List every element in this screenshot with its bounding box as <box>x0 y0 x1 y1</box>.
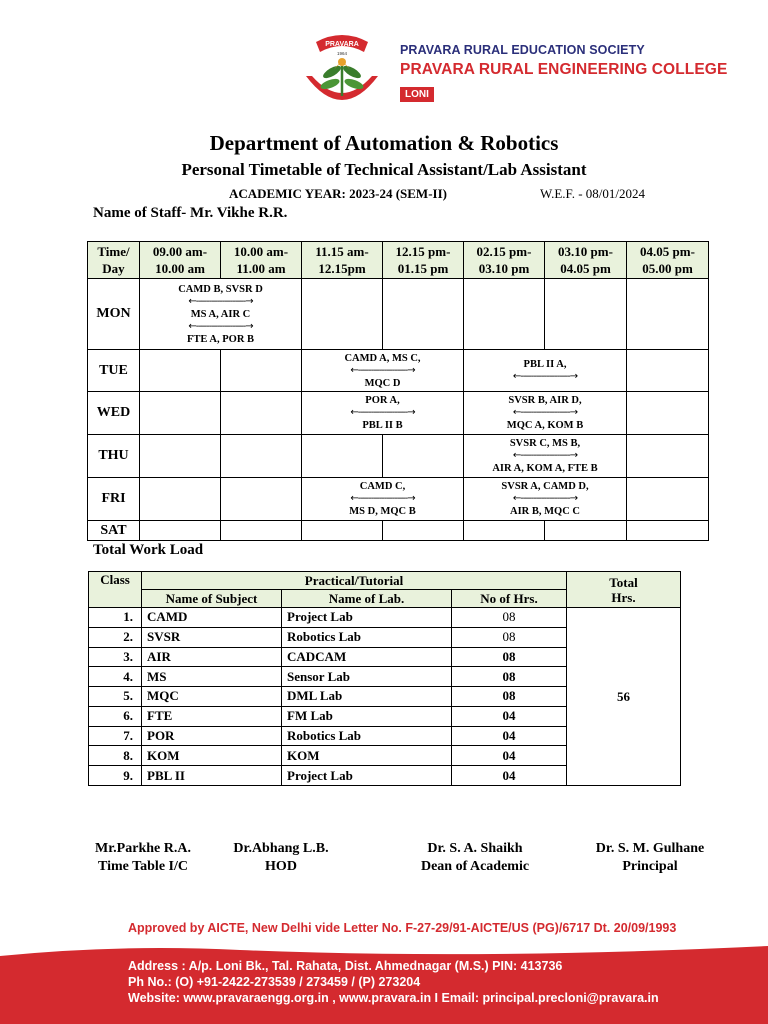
wef-date: W.E.F. - 08/01/2024 <box>540 186 646 201</box>
lab-session: SVSR B, AIR D, ←-------------------→ MQC A, KOM B <box>464 392 627 435</box>
empty-cell <box>140 392 221 435</box>
corner-cell: Time/ Day <box>88 242 140 279</box>
total-header: Total Hrs. <box>567 572 681 608</box>
empty-cell <box>627 435 709 478</box>
slot-header: 02.15 pm- 03.10 pm <box>464 242 545 279</box>
empty-cell <box>464 521 545 541</box>
slot-header: 04.05 pm- 05.00 pm <box>627 242 709 279</box>
class-header: Class <box>89 572 142 608</box>
table-row: 3. AIR CADCAM 08 <box>89 647 681 667</box>
slot-header: 12.15 pm- 01.15 pm <box>383 242 464 279</box>
empty-cell <box>302 521 383 541</box>
hours-header: No of Hrs. <box>452 590 567 608</box>
empty-cell <box>140 350 221 392</box>
empty-cell <box>545 521 627 541</box>
arrow-icon: ←-------------------→ <box>512 450 578 461</box>
college-name: PRAVARA RURAL ENGINEERING COLLEGE <box>400 61 728 78</box>
day-label: SAT <box>88 521 140 541</box>
table-row: 2. SVSR Robotics Lab 08 <box>89 627 681 647</box>
slot-header: 09.00 am- 10.00 am <box>140 242 221 279</box>
workload-title: Total Work Load <box>93 542 204 558</box>
timetable-row-wed <box>88 392 709 435</box>
empty-cell <box>140 478 221 521</box>
logo-text: PRAVARA <box>325 41 359 48</box>
college-logo <box>300 24 384 114</box>
day-label: FRI <box>88 478 140 521</box>
empty-cell <box>140 435 221 478</box>
empty-cell <box>464 279 545 350</box>
slot-header: 10.00 am- 11.00 am <box>221 242 302 279</box>
empty-cell <box>383 521 464 541</box>
footer-address: Address : A/p. Loni Bk., Tal. Rahata, Dist. Ahmednagar (M.S.) PIN: 413736 <box>128 959 563 973</box>
lab-session: CAMD B, SVSR D ←-------------------→ MS A, AIR C ←-------------------→ FTE A, POR B <box>140 279 302 350</box>
lab-session: CAMD C, ←-------------------→ MS D, MQC B <box>302 478 464 521</box>
lab-header: Name of Lab. <box>282 590 452 608</box>
timetable-row-thu <box>88 435 709 478</box>
empty-cell <box>383 435 464 478</box>
table-row: 9. PBL II Project Lab 04 <box>89 766 681 786</box>
footer-website: Website: www.pravaraengg.org.in , www.pravara.in I Email: principal.precloni@pravara.in <box>128 991 659 1005</box>
table-row: 7. POR Robotics Lab 04 <box>89 726 681 746</box>
empty-cell <box>627 279 709 350</box>
arrow-icon: ←-------------------→ <box>350 407 415 418</box>
day-label: TUE <box>88 350 140 392</box>
empty-cell <box>383 279 464 350</box>
empty-cell <box>545 279 627 350</box>
department-title: Department of Automation & Robotics <box>209 131 559 155</box>
empty-cell <box>221 478 302 521</box>
timetable-title: Personal Timetable of Technical Assistant/Lab Assistant <box>181 160 587 179</box>
day-label: THU <box>88 435 140 478</box>
footer-contact <box>128 958 659 1006</box>
table-row: 4. MS Sensor Lab 08 <box>89 667 681 687</box>
empty-cell <box>221 392 302 435</box>
empty-cell <box>221 350 302 392</box>
empty-cell <box>221 521 302 541</box>
lab-session: POR A, ←-------------------→ PBL II B <box>302 392 464 435</box>
total-hours: 56 <box>567 608 681 786</box>
empty-cell <box>221 435 302 478</box>
empty-cell <box>627 350 709 392</box>
day-label: WED <box>88 392 140 435</box>
table-row: 6. FTE FM Lab 04 <box>89 706 681 726</box>
table-row: 1. CAMD Project Lab 08 56 <box>89 608 681 628</box>
lab-session: PBL II A, ←-------------------→ <box>464 350 627 392</box>
empty-cell <box>302 279 383 350</box>
arrow-icon: ←-------------------→ <box>350 493 415 504</box>
timetable-row-fri <box>88 478 709 521</box>
timetable-row-mon <box>88 279 709 350</box>
lab-session: CAMD A, MS C, ←-------------------→ MQC D <box>302 350 464 392</box>
practical-header: Practical/Tutorial <box>142 572 567 590</box>
timetable-header-row <box>88 242 709 279</box>
empty-cell <box>302 435 383 478</box>
subject-header: Name of Subject <box>142 590 282 608</box>
signature-hod: Dr.Abhang L.B. HOD <box>233 841 329 874</box>
arrow-icon: ←-------------------→ <box>350 364 415 376</box>
workload-header-row <box>89 572 681 590</box>
arrow-icon: ←-------------------→ <box>512 371 578 382</box>
table-row: 8. KOM KOM 04 <box>89 746 681 766</box>
timetable-row-tue <box>88 350 709 392</box>
arrow-icon: ←-------------------→ <box>512 493 578 504</box>
arrow-icon: ←-------------------→ <box>188 295 253 307</box>
timetable <box>87 241 709 541</box>
empty-cell <box>627 521 709 541</box>
day-label: MON <box>88 279 140 350</box>
signature-principal: Dr. S. M. Gulhane Principal <box>595 841 705 874</box>
staff-name: Name of Staff- Mr. Vikhe R.R. <box>93 205 288 221</box>
slot-header: 11.15 am- 12.15pm <box>302 242 383 279</box>
aicte-approval: Approved by AICTE, New Delhi vide Letter No. F-27-29/91-AICTE/US (PG)/6717 Dt. 20/09/1993 <box>128 921 677 935</box>
table-row: 5. MQC DML Lab 08 <box>89 687 681 707</box>
empty-cell <box>627 392 709 435</box>
signature-dean: Dr. S. A. Shaikh Dean of Academic <box>420 841 530 874</box>
empty-cell <box>140 521 221 541</box>
footer-phone: Ph No.: (O) +91-2422-273539 / 273459 / (P) 273204 <box>128 975 421 989</box>
workload-table <box>88 571 681 786</box>
arrow-icon: ←-------------------→ <box>512 407 578 418</box>
location-badge: LONI <box>400 87 434 102</box>
society-name: PRAVARA RURAL EDUCATION SOCIETY <box>400 43 645 57</box>
signature-timetable-ic: Mr.Parkhe R.A. Time Table I/C <box>95 841 191 874</box>
lab-session: SVSR C, MS B, ←-------------------→ AIR A, KOM A, FTE B <box>464 435 627 478</box>
arrow-icon: ←-------------------→ <box>188 320 253 332</box>
logo-year: 1964 <box>336 51 348 56</box>
empty-cell <box>627 478 709 521</box>
academic-year: ACADEMIC YEAR: 2023-24 (SEM-II) <box>229 186 447 201</box>
timetable-row-sat <box>88 521 709 541</box>
slot-header: 03.10 pm- 04.05 pm <box>545 242 627 279</box>
lab-session: SVSR A, CAMD D, ←-------------------→ AIR B, MQC C <box>464 478 627 521</box>
